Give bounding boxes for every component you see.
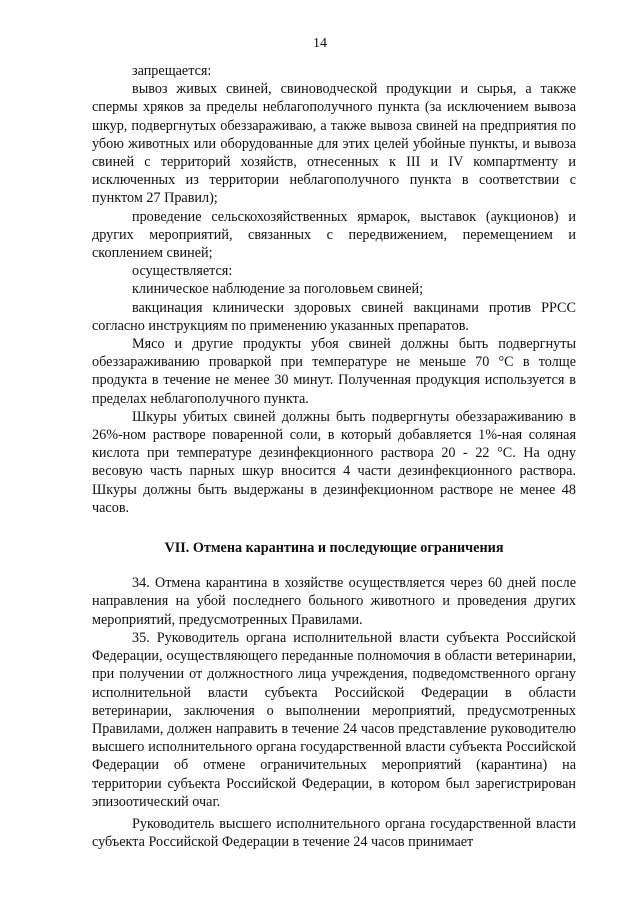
paragraph: Мясо и другие продукты убоя свиней должны быть подвергнуты обеззараживанию проваркой при температуре не меньше 70 °С в толще продукта в течение не менее 30 минут. Полученная продукция используется в пределах неблагополучного пункта.	[92, 336, 576, 407]
paragraph: Шкуры убитых свиней должны быть подвергнуты обеззараживанию в 26%-ном растворе поваренной соли, в который добавляется 1%-ная соляная кислота при температуре дезинфекционного раствора 20 - 22 °С. На одну весовую часть парных шкур вносится 4 части дезинфекционного раствора. Шкуры должны быть выдержаны в дезинфекционном растворе не менее 48 часов.	[92, 408, 576, 516]
paragraph: 34. Отмена карантина в хозяйстве осуществляется через 60 дней после направления на убой последнего больного животного и проведения других мероприятий, предусмотренных Правилами.	[92, 575, 576, 628]
page-number: 14	[313, 36, 327, 51]
document-body	[92, 62, 576, 851]
paragraph: 35. Руководитель органа исполнительной власти субъекта Российской Федерации, осуществляющего переданные полномочия в области ветеринарии, при получении от должностного лица учреждения, подведомственного органу исполнительной власти субъекта Российской Федерации в области ветеринарии, заключения о выполнении мероприятий, предусмотренных Правилами, должен направить в течение 24 часов представление руководителю высшего исполнительного органа государственной власти субъекта Российской Федерации об отмене ограничительных мероприятий (карантина) на территории субъекта Российской Федерации, в котором был зарегистрирован эпизоотический очаг.	[92, 629, 576, 810]
paragraph: Руководитель высшего исполнительного органа государственной власти субъекта Российской Федерации в течение 24 часов принимает	[92, 815, 576, 851]
section-heading: VII. Отмена карантина и последующие ограничения	[164, 540, 504, 557]
paragraph: осуществляется:	[132, 263, 233, 280]
paragraph: запрещается:	[132, 63, 212, 79]
paragraph: клиническое наблюдение за поголовьем свиней;	[132, 281, 424, 298]
paragraph: проведение сельскохозяйственных ярмарок, выставок (аукционов) и других мероприятий, связанных с передвижением, перемещением и скоплением свиней;	[92, 208, 576, 262]
paragraph: вывоз живых свиней, свиноводческой продукции и сырья, а также спермы хряков за пределы неблагополучного пункта (за исключением вывоза шкур, подвергнутых обеззараживаю, а также вывоза свиней на предприятия по убою животных или оборудованные для этих целей убойные пункты, и вывоза свиней с территорий хозяйств, отнесенных к III и IV компартменту и исключенных из территории неблагополучного пункта в соответствии с пунктом 27 Правил);	[92, 81, 576, 207]
paragraph: вакцинация клинически здоровых свиней вакцинами против РРСС согласно инструкциям по применению указанных препаратов.	[92, 299, 576, 334]
